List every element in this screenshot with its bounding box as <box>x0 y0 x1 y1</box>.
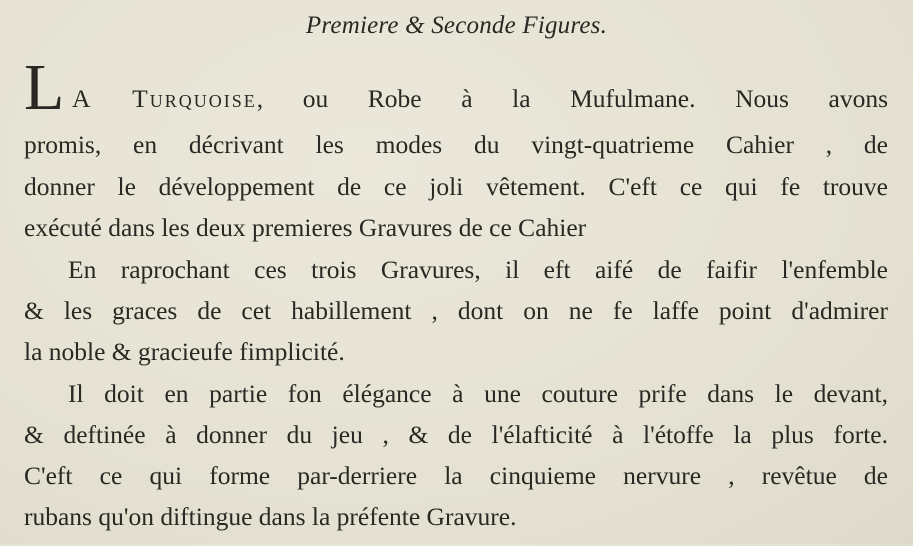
opening-words-smallcaps: A Turquoise <box>72 84 257 113</box>
paragraph-1-line-3: donner le développement de ce joli vêtement. C'eft ce qui fe trouve <box>24 172 888 201</box>
paragraph-3-line-3: C'eft ce qui forme par-derriere la cinquieme nervure , revêtue de <box>24 461 888 490</box>
paragraph-3-line-1: Il doit en partie fon élégance à une couture prife dans le devant, <box>68 379 888 408</box>
section-heading: Premiere & Seconde Figures. <box>305 12 608 39</box>
paragraph-1-line-4: exécuté dans les deux premieres Gravures de ce Cahier <box>24 213 587 242</box>
paragraph-2-line-2: & les graces de cet habillement , dont on ne fe laffe point d'admirer <box>24 296 888 325</box>
paragraph-2-line-1: En raprochant ces trois Gravures, il eft aifé de faifir l'enfemble <box>68 255 888 284</box>
paragraph-3-line-4: rubans qu'on diftingue dans la préfente Gravure. <box>24 502 517 531</box>
paragraph-1-line-2: promis, en décrivant les modes du vingt-quatrieme Cahier , de <box>24 130 888 159</box>
paragraph-3-line-2: & deftinée à donner du jeu , & de l'élafticité à l'étoffe la plus forte. <box>24 420 888 449</box>
paragraph-1-line-1 <box>72 84 888 114</box>
paragraph-2-line-3: la noble & gracieufe fimplicité. <box>24 337 345 366</box>
opening-line-rest: , ou Robe à la Mufulmane. Nous avons <box>256 84 888 113</box>
drop-cap-letter: L <box>24 51 65 124</box>
